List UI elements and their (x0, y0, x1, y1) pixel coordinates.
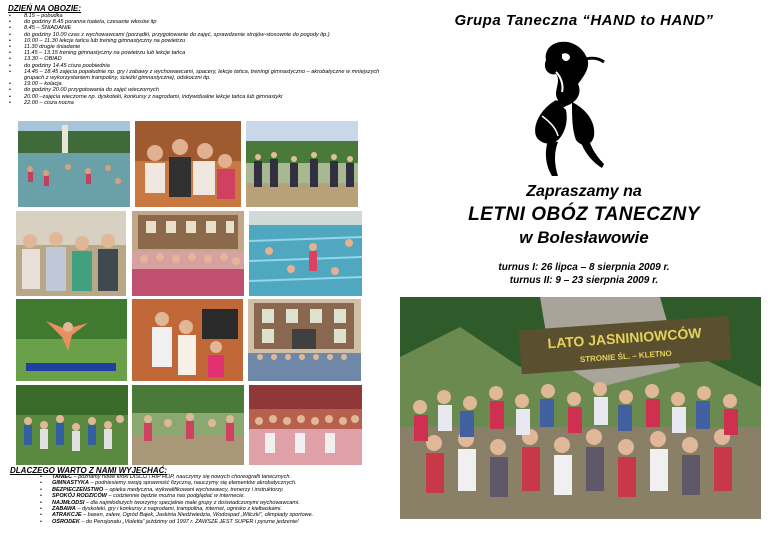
turnus-2-dates: turnus II: 9 – 23 sierpnia 2009 r. (509, 275, 659, 286)
why-list (40, 474, 380, 525)
dancers-logo-icon (522, 36, 612, 181)
photo-kids-posing (16, 211, 126, 296)
camp-title: LETNI OBÓZ TANECZNY (468, 204, 700, 225)
why-item-text: – opieka medyczna, wykwalifikowani wychowawcy, trenerzy i instruktorzy. (103, 486, 284, 493)
photo-building-group (132, 211, 244, 296)
schedule-list (8, 13, 393, 106)
schedule-item: • 22.00 – cisza nocna (8, 100, 393, 106)
why-item-label: ATRAKCJE (52, 512, 82, 519)
photo-campfire-crowd (246, 121, 358, 207)
schedule-item: • 19.00 – kolacja (8, 81, 393, 87)
why-item-text: – do Pensjonatu „Violetta” jeździmy od 1997 r. ZAWSZE JEST SUPER i pyszne jedzenie! (79, 518, 299, 525)
photo-trampoline-jump (16, 299, 127, 381)
banner-line-2: STRONIE ŚL. – KLETNO (579, 348, 673, 365)
photo-villa-group (248, 299, 361, 381)
why-title: DLACZEGO WARTO Z NAMI WYJECHAĆ: (10, 466, 168, 475)
banner-line-1: LATO JASNINIOWCÓW (547, 324, 703, 352)
why-item-text: – dla najmłodszych tworzymy specjalnie małe grupy z doświadczonymi wychowawcami. (84, 499, 300, 506)
why-item-label: SPOKÓJ RODZICÓW (52, 493, 108, 500)
schedule-item: • 14.45 – 18.45 zajęcia popołudnie np. gry i zabawy z wychowawcami, spacery, lekcje tańca, treningi gimnastyczno – akrobatyczne w mniejszych grupach z wykorzystaniem trampoliny, ścieżki gimnastycznej, odskoczni itp. (8, 69, 393, 81)
why-item-text: – podniesiemy swoją sprawność fizyczną, nauczymy się elementów akrobatycznych. (88, 480, 297, 487)
why-item-label: GIMNASTYKA (52, 480, 89, 487)
why-item-label: TANIEC (52, 474, 73, 480)
schedule-item: • 10.00 – 11.30 lekcje tańca lub trening gimnastyczny na powietrzu (8, 38, 393, 44)
why-item-label: ZABAWA (52, 506, 76, 513)
schedule-item: • do godziny 8.45 poranna toaleta, czesanie włosów itp (8, 19, 393, 25)
why-item-label: BEZPIECZEŃSTWO (52, 486, 104, 493)
why-item-label: NAJMŁODSI (52, 499, 85, 506)
schedule-item: • do godziny 14.45 cisza poobiednia (8, 63, 393, 69)
why-item-text: – codziennie będzie można nas podglądać w internecie. (107, 493, 245, 500)
group-name: Grupa Taneczna “HAND to HAND” (454, 12, 714, 29)
schedule-item: • 8.15 – pobudka (8, 13, 393, 19)
why-item-label: OŚRODEK (52, 518, 80, 525)
why-item-text: – dyskoteki, gry i konkursy z nagrodami, trampolina, internet, ognisko z kiełbaskami. (75, 506, 282, 513)
schedule-item: • 13.30 – OBIAD (8, 56, 393, 62)
photo-girls-dancing (132, 299, 243, 381)
schedule-item: • 8.45 – ŚNIADANIE (8, 25, 393, 31)
photo-lake-swimming (18, 121, 130, 207)
invite-heading: Zapraszamy na (526, 183, 642, 200)
schedule-item: • 20.00 –zajęcia wieczorne np. dyskoteki, konkursy z nagrodami, indywidualne lekcje tańca lub gimnastyki (8, 94, 393, 100)
why-item-text: – basen, zalew, Ogród Bajek, Jaskinia Niedźwiedzia, Wodospad „Wilczki”, olimpiady sportowe. (81, 512, 314, 519)
group-photo-camp (400, 297, 761, 519)
photo-kids-outdoors (16, 385, 128, 465)
camp-place: w Bolesławowie (519, 228, 649, 247)
schedule-item: • 11.30 drugie śniadanie (8, 44, 393, 50)
why-item-text: – poznamy nowe kroki DISCO i HIP HOP, nauczymy się nowych choreografii tanecznych. (72, 474, 291, 480)
turnus-1-dates: turnus I: 26 lipca – 8 sierpnia 2009 r. (498, 262, 670, 273)
photo-swimming-pool (249, 211, 362, 296)
schedule-title: DZIEŃ NA OBOZIE: (8, 4, 82, 13)
schedule-item: • do godziny 20.00 przygotowania do zajęć wieczornych (8, 87, 393, 93)
photo-garden-kids (132, 385, 244, 465)
photo-girls-group (135, 121, 241, 207)
schedule-item: • 11.45 – 13.15 trening gimnastyczny na powietrzu lub lekcje tańca (8, 50, 393, 56)
schedule-item: • do godziny 10.00 czas z wychowawcami (porządki, przygotowanie do zajęć, sprawdzenie strojów-stosownie do pogody itp.) (8, 32, 393, 38)
photo-disco-party (249, 385, 362, 465)
why-item (40, 519, 380, 525)
